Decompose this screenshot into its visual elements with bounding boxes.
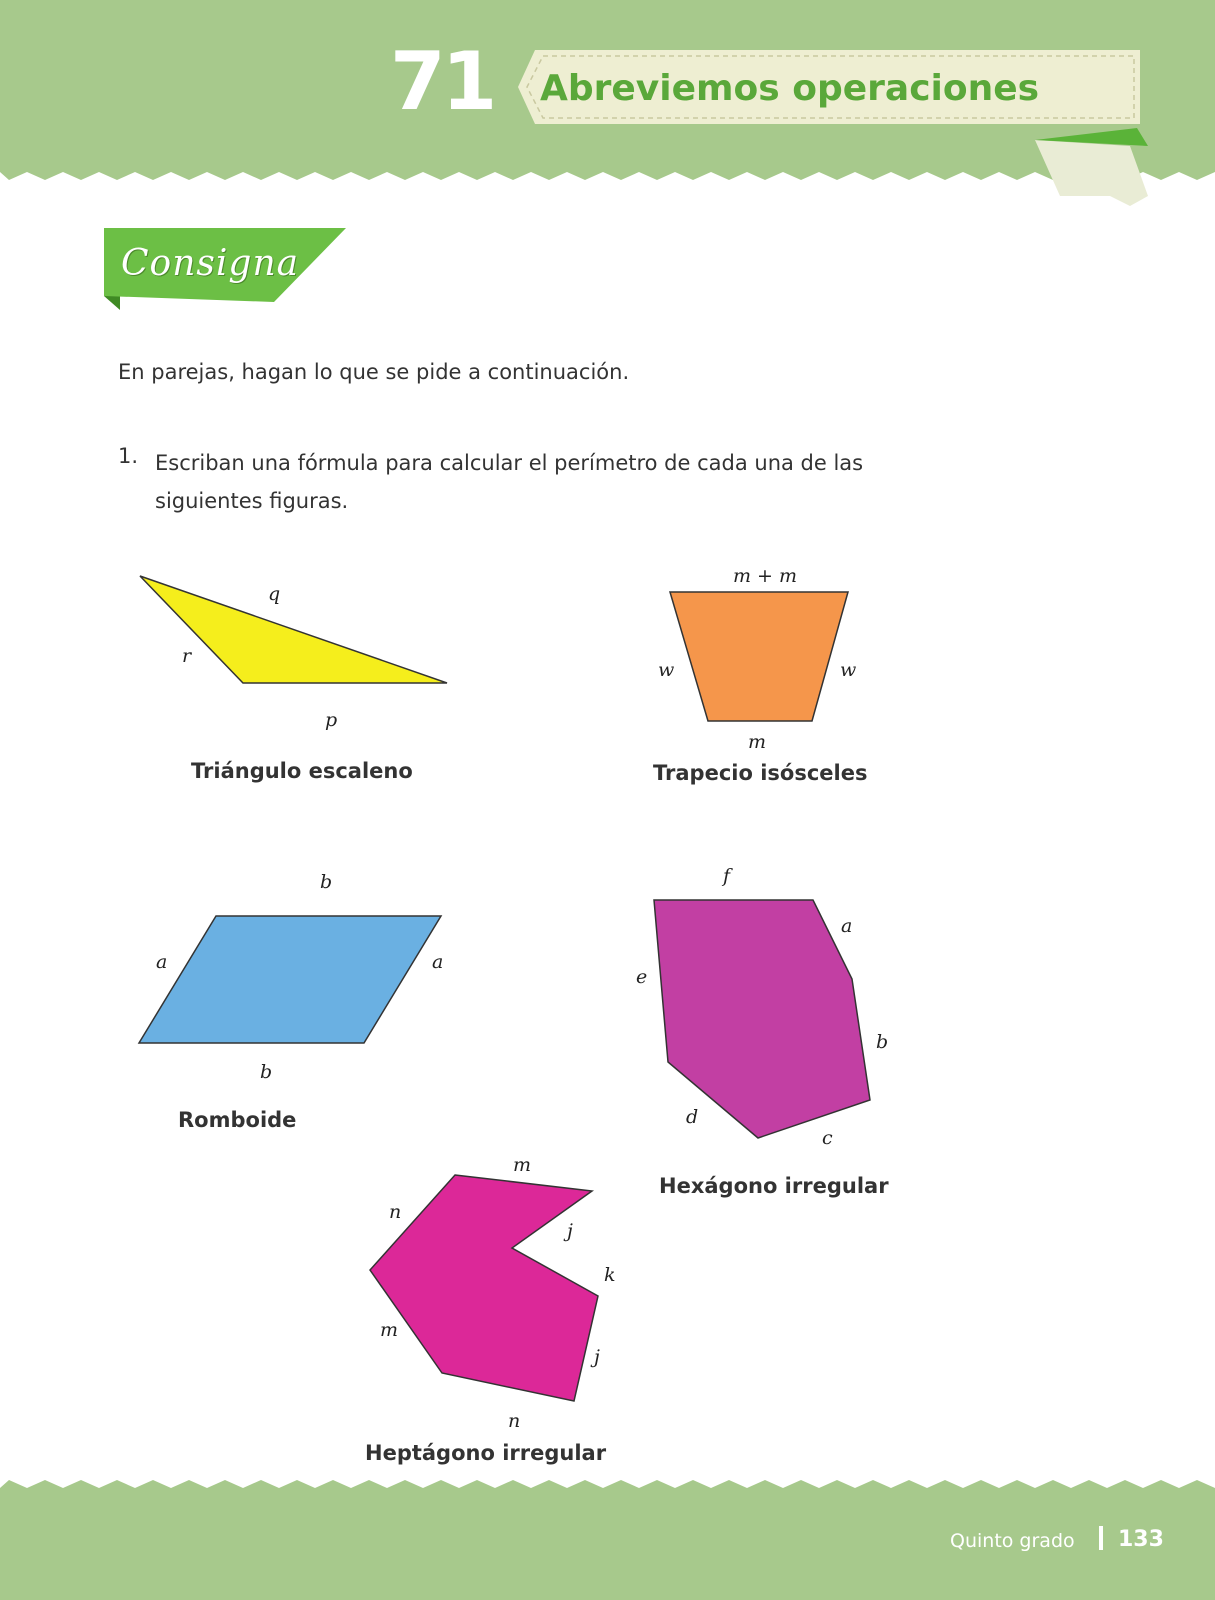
- heptagon-label-m-left: m: [380, 1319, 399, 1341]
- scalene-triangle: [140, 576, 447, 731]
- rhomboid-label-top: b: [320, 871, 333, 893]
- triangle-label-r: r: [182, 645, 192, 667]
- hexagon-label-e: e: [636, 966, 648, 988]
- heptagon-label-k: k: [604, 1264, 616, 1286]
- heptagon-label-j-right: j: [594, 1346, 600, 1368]
- page-number: 133: [1118, 1527, 1164, 1552]
- intro-text: En parejas, hagan lo que se pide a continuación.: [118, 360, 630, 384]
- trapezoid-label-bottom: m: [748, 731, 767, 753]
- caption-triangle: Triángulo escaleno: [191, 759, 413, 783]
- footer-grade: Quinto grado: [950, 1530, 1075, 1552]
- section-tag-label: Consigna: [121, 243, 300, 284]
- trapezoid-label-top: m + m: [733, 565, 798, 587]
- triangle-label-q: q: [268, 583, 281, 605]
- rhomboid-label-bottom: b: [260, 1061, 273, 1083]
- irregular-hexagon: [636, 865, 888, 1149]
- rhomboid-label-right: a: [432, 951, 444, 973]
- footer-separator: [1099, 1526, 1103, 1550]
- caption-trapezoid: Trapecio isósceles: [653, 761, 868, 785]
- heptagon-label-n-bottom: n: [508, 1410, 521, 1432]
- hexagon-label-b: b: [876, 1031, 889, 1053]
- heptagon-label-m-top: m: [513, 1154, 532, 1176]
- triangle-label-p: p: [325, 709, 338, 731]
- heptagon-label-n-left: n: [389, 1201, 402, 1223]
- hexagon-label-d: d: [686, 1106, 699, 1128]
- rhomboid: [139, 871, 443, 1083]
- lesson-number: 71: [390, 35, 494, 128]
- trapezoid-label-right: w: [840, 659, 857, 681]
- caption-hexagon: Hexágono irregular: [659, 1174, 889, 1198]
- caption-heptagon: Heptágono irregular: [365, 1441, 607, 1465]
- hexagon-label-c: c: [822, 1127, 833, 1149]
- heptagon-label-j-inner: j: [567, 1220, 573, 1242]
- question-text: Escriban una fórmula para calcular el perímetro de cada una de las siguientes figuras.: [155, 451, 864, 513]
- rhomboid-label-left: a: [156, 951, 168, 973]
- irregular-heptagon: [370, 1154, 616, 1432]
- lesson-title: Abreviemos operaciones: [540, 68, 1040, 109]
- question-number: 1.: [118, 444, 139, 468]
- hexagon-label-a: a: [841, 915, 853, 937]
- trapezoid-label-left: w: [658, 659, 675, 681]
- isosceles-trapezoid: [658, 565, 856, 753]
- hexagon-label-f: f: [723, 865, 731, 887]
- caption-rhomboid: Romboide: [178, 1108, 297, 1132]
